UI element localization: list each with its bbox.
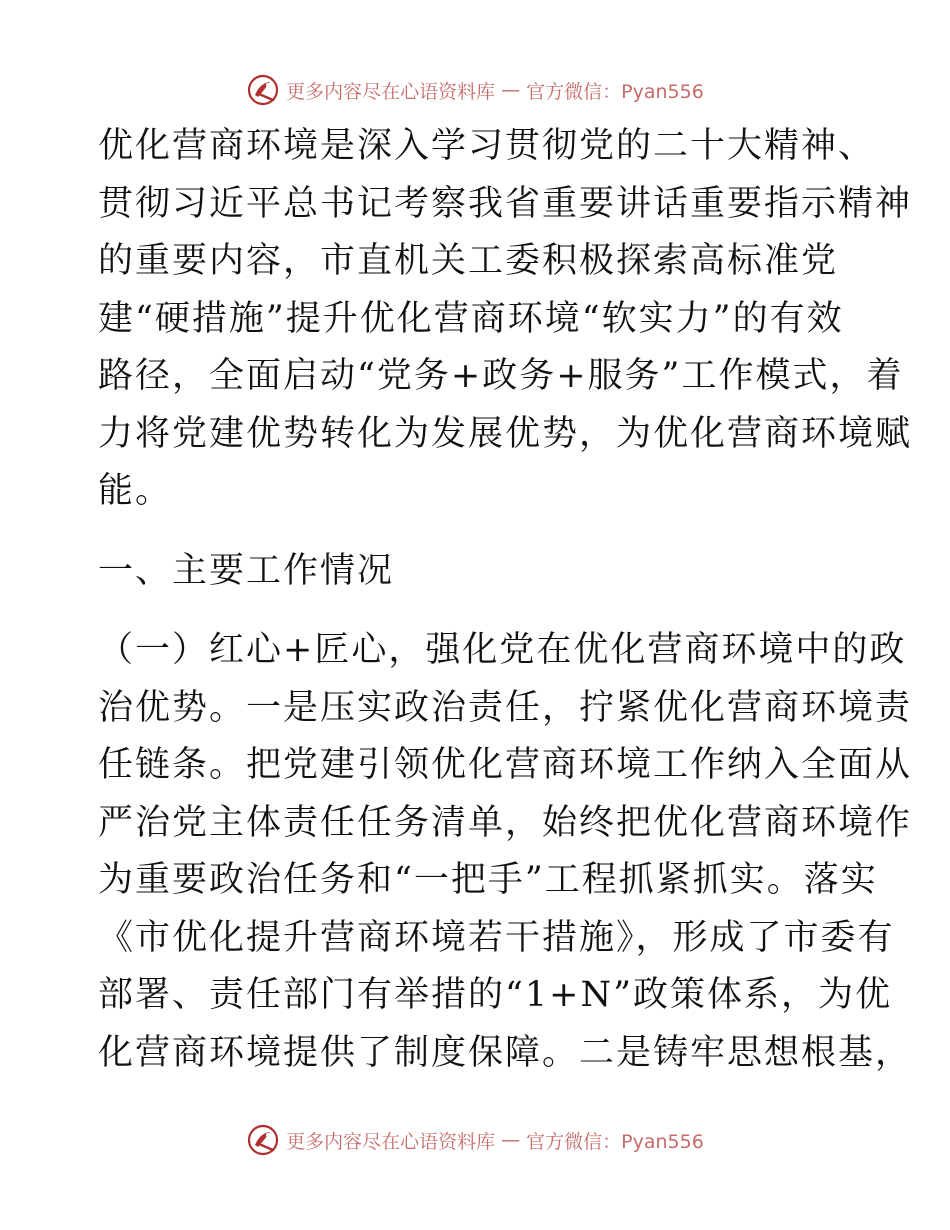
text-line: 严治党主体责任任务清单，始终把优化营商环境作 — [98, 802, 913, 843]
section1-paragraph — [98, 622, 913, 1082]
header-watermark — [0, 70, 950, 110]
text-line: 力将党建优势转化为发展优势，为优化营商环境赋 — [98, 413, 913, 454]
watermark-logo-icon — [246, 73, 280, 107]
text-line: 能。 — [98, 471, 173, 511]
intro-paragraph — [98, 118, 913, 521]
section-heading: 一、主要工作情况 — [98, 550, 395, 591]
text-line: 《市优化提升营商环境若干措施》，形成了市委有 — [98, 917, 895, 958]
text-line: （一）红心+匠心，强化党在优化营商环境中的政 — [98, 630, 907, 670]
text-line: 的重要内容，市直机关工委积极探索高标准党 — [98, 241, 839, 281]
text-line: 治优势。一是压实政治责任，拧紧优化营商环境责 — [98, 687, 913, 728]
text-line: 路径，全面启动“党务+政务+服务”工作模式，着 — [98, 356, 904, 396]
footer-watermark — [0, 1120, 950, 1160]
document-body — [98, 118, 913, 1082]
watermark-contact: 官方微信：Pyan556 — [526, 1130, 704, 1153]
watermark-logo-icon — [246, 1123, 280, 1157]
text-line: 任链条。把党建引领优化营商环境工作纳入全面从 — [98, 745, 913, 785]
watermark-separator: — — [501, 79, 521, 101]
text-line: 部署、责任部门有举措的“1+N”政策体系，为优 — [98, 975, 893, 1015]
text-line: 化营商环境提供了制度保障。二是铸牢思想根基， — [98, 1032, 913, 1073]
watermark-separator: — — [501, 1129, 521, 1151]
watermark-text: 更多内容尽在心语资料库 — [286, 80, 496, 103]
text-line: 为重要政治任务和“一把手”工程抓紧抓实。落实 — [98, 860, 878, 900]
spacer — [98, 600, 858, 622]
spacer — [98, 521, 858, 543]
text-line: 优化营商环境是深入学习贯彻党的二十大精神、 — [98, 126, 876, 166]
text-line: 建“硬措施”提升优化营商环境“软实力”的有效 — [98, 298, 844, 339]
text-line: 贯彻习近平总书记考察我省重要讲话重要指示精神 — [98, 183, 913, 224]
watermark-text: 更多内容尽在心语资料库 — [286, 1130, 496, 1153]
watermark-contact: 官方微信：Pyan556 — [526, 80, 704, 103]
